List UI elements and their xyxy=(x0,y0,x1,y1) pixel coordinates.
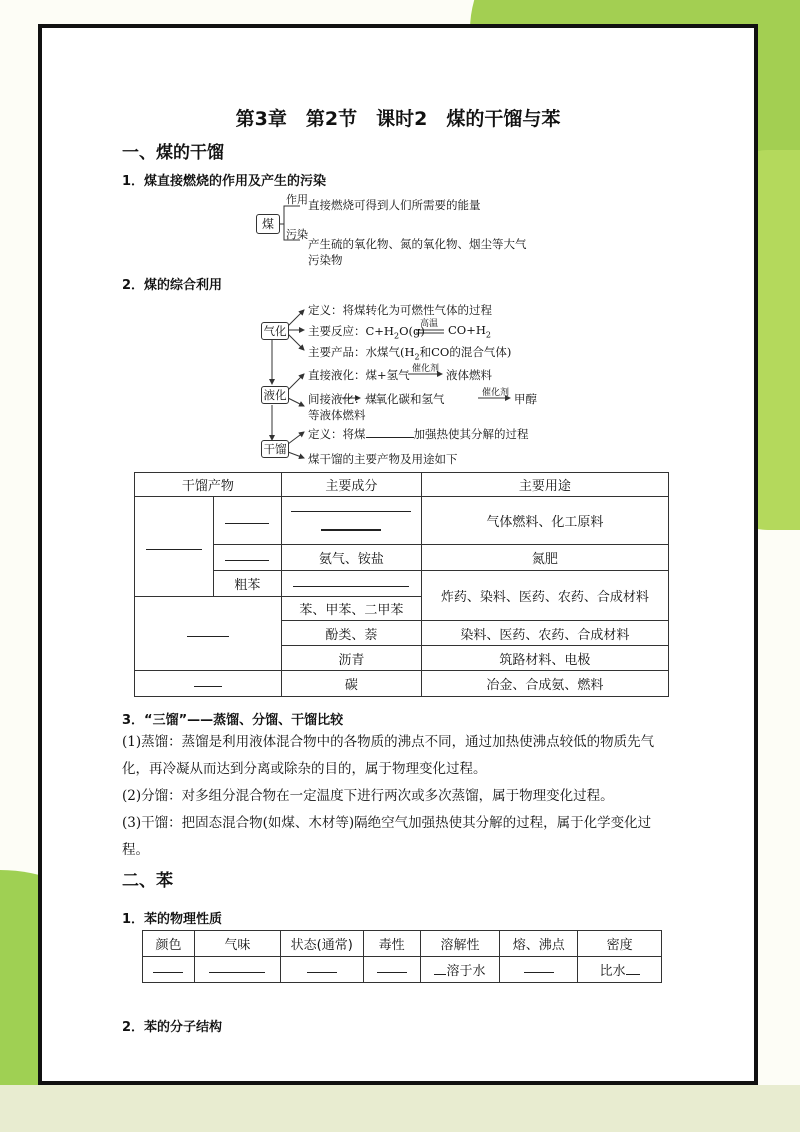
indirect-intermediate: 一氧化碳和氢气 xyxy=(364,392,445,406)
section1-heading: 一、煤的干馏 xyxy=(122,143,224,163)
fractionation-paragraph: (2)分馏：对多组分混合物在一定温度下进行两次或多次蒸馏，属于物理变化过程。 xyxy=(122,788,614,804)
use-r7: 冶金、合成氨、燃料 xyxy=(421,671,668,697)
reaction-condition: 高温 xyxy=(420,319,439,329)
reaction-product: $CO+H_2$ xyxy=(448,323,491,340)
effect-label: 作用 xyxy=(286,193,308,206)
liquefaction-box: 液化 xyxy=(261,386,289,404)
toxicity-blank xyxy=(363,957,420,983)
solubility-value: 溶于水 xyxy=(420,957,500,983)
direct-product: 液体燃料 xyxy=(446,368,492,382)
header-melting-boiling: 熔、沸点 xyxy=(500,931,578,957)
distillation-definition: 定义：将煤 加强热使其分解的过程 xyxy=(308,427,529,441)
gasification-product: 主要产品：水煤气($H_2$和CO的混合气体) xyxy=(308,345,512,362)
properties-header-row xyxy=(143,931,662,957)
effect-text: 直接燃烧可得到人们所需要的能量 xyxy=(308,198,481,212)
page-title: 第3章 第2节 课时2 煤的干馏与苯 xyxy=(235,108,561,130)
sub2-heading: 2．煤的综合利用 xyxy=(122,278,223,293)
use-r2: 氮肥 xyxy=(421,545,668,571)
header-component: 主要成分 xyxy=(281,473,421,497)
distillation-paragraph: (1)蒸馏：蒸馏是利用液体混合物中的各物质的沸点不同，通过加热使沸点较低的物质先气化，再冷凝从而达到分离或除杂的目的，属于物理变化过程。 xyxy=(122,734,655,777)
bottom-strip xyxy=(0,1085,800,1132)
worksheet-page xyxy=(38,24,758,1085)
coal-box: 煤 xyxy=(256,214,280,234)
sub1-heading: 1．煤直接燃烧的作用及产生的污染 xyxy=(122,174,327,189)
table-header-row xyxy=(135,473,669,497)
table-row xyxy=(135,571,669,597)
product-blank-2 xyxy=(135,597,282,671)
use-r3: 炸药、染料、医药、农药、合成材料 xyxy=(421,571,668,621)
product-blank-3 xyxy=(135,671,282,697)
use-r5: 染料、医药、农药、合成材料 xyxy=(421,621,668,646)
component-r2: 氨气、铵盐 xyxy=(281,545,421,571)
indirect-product: 甲醇 xyxy=(514,392,537,406)
product-blank-1 xyxy=(135,497,214,597)
pollution-text-1: 产生硫的氧化物、氮的氧化物、烟尘等大气 xyxy=(308,237,527,251)
direct-catalyst: 催化剂 xyxy=(412,364,440,374)
header-state: 状态(通常) xyxy=(280,931,363,957)
odor-blank xyxy=(194,957,280,983)
benzene-properties-heading: 1．苯的物理性质 xyxy=(122,912,223,927)
component-r7: 碳 xyxy=(281,671,421,697)
header-color: 颜色 xyxy=(143,931,195,957)
density-value: 比水 xyxy=(578,957,662,983)
distillation-products: 煤干馏的主要产物及用途如下 xyxy=(308,452,458,466)
benzene-properties-table xyxy=(142,930,662,983)
diagram2-arrows xyxy=(42,28,762,488)
properties-value-row xyxy=(143,957,662,983)
section2-heading: 二、苯 xyxy=(122,871,173,891)
table-row xyxy=(135,545,669,571)
distillation-box: 干馏 xyxy=(261,440,289,458)
benzene-structure-heading: 2．苯的分子结构 xyxy=(122,1020,223,1035)
component-r5: 酚类、萘 xyxy=(281,621,421,646)
gasification-reaction: 主要反应：$C+H_2O(g)$ xyxy=(308,324,425,341)
pollution-label: 污染 xyxy=(286,228,308,241)
gasification-box: 气化 xyxy=(261,322,289,340)
direct-liquefaction: 直接液化：煤+氢气 xyxy=(308,368,410,382)
table-row xyxy=(135,497,669,545)
subproduct-blank-2 xyxy=(213,545,281,571)
dry-distillation-paragraph: (3)干馏：把固态混合物(如煤、木材等)隔绝空气加强热使其分解的过程，属于化学变化过程。 xyxy=(122,815,652,858)
sub3-heading: 3．“三馏”——蒸馏、分馏、干馏比较 xyxy=(122,713,344,728)
indirect-catalyst: 催化剂 xyxy=(482,388,510,398)
header-odor: 气味 xyxy=(194,931,280,957)
component-blank-1 xyxy=(281,497,421,545)
header-product: 干馏产物 xyxy=(135,473,282,497)
indirect-line2: 等液体燃料 xyxy=(308,408,366,422)
color-blank xyxy=(143,957,195,983)
pollution-text-2: 污染物 xyxy=(308,253,343,267)
component-blank-3 xyxy=(281,571,421,597)
state-blank xyxy=(280,957,363,983)
gasification-definition: 定义：将煤转化为可燃性气体的过程 xyxy=(308,303,492,317)
subproduct-r3: 粗苯 xyxy=(213,571,281,597)
use-r6: 筑路材料、电极 xyxy=(421,646,668,671)
melting-boiling-blank xyxy=(500,957,578,983)
header-solubility: 溶解性 xyxy=(420,931,500,957)
header-use: 主要用途 xyxy=(421,473,668,497)
component-r4: 苯、甲苯、二甲苯 xyxy=(281,597,421,621)
header-toxicity: 毒性 xyxy=(363,931,420,957)
use-r1: 气体燃料、化工原料 xyxy=(421,497,668,545)
component-r6: 沥青 xyxy=(281,646,421,671)
coal-distillation-products-table xyxy=(134,472,669,697)
table-row xyxy=(135,671,669,697)
subproduct-blank-1 xyxy=(213,497,281,545)
header-density: 密度 xyxy=(578,931,662,957)
indirect-liquefaction: 间接液化：煤 xyxy=(308,392,377,406)
